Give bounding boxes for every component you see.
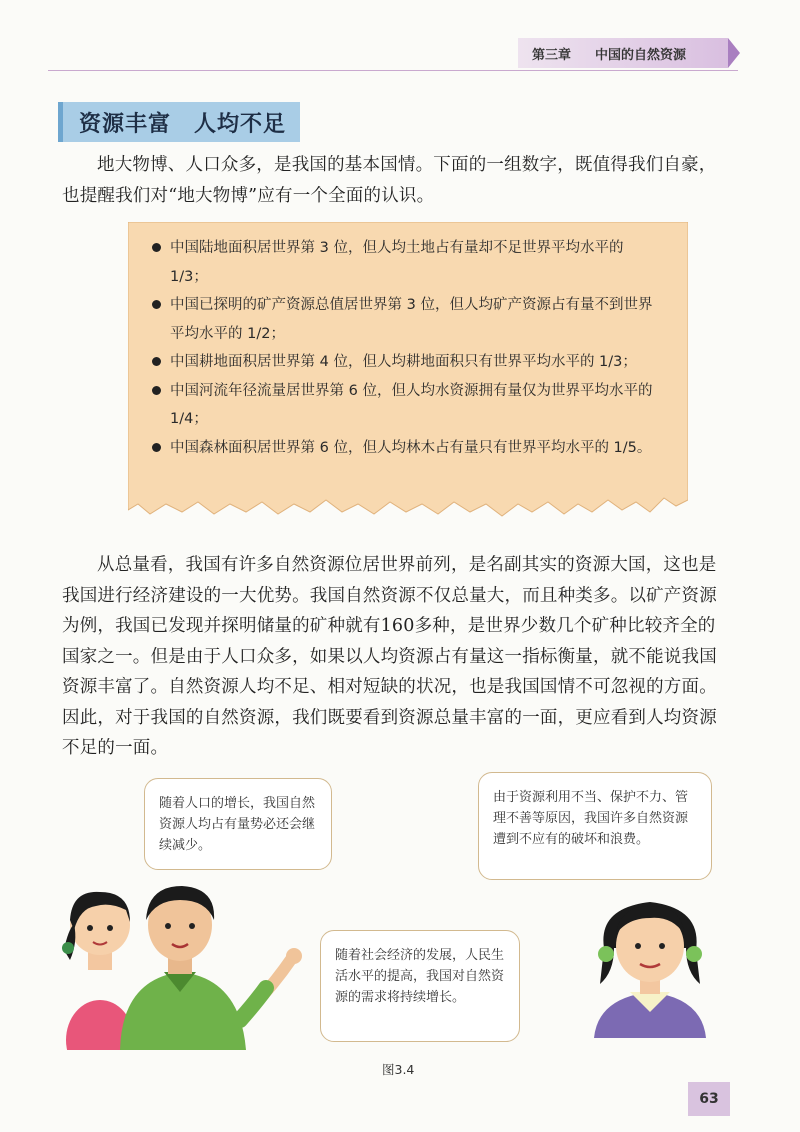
speech-bubble-middle <box>320 930 520 1042</box>
chapter-title: 中国的自然资源 <box>595 47 687 63</box>
figure-caption: 图3.4 <box>382 1062 415 1077</box>
fact-text: 中国陆地面积居世界第 3 位，但人均土地占有量却不足世界平均水平的 1/3； <box>170 240 624 285</box>
chapter-number: 第三章 <box>532 47 572 63</box>
list-item <box>150 291 656 348</box>
fact-text: 中国已探明的矿产资源总值居世界第 3 位，但人均矿产资源占有量不到世界平均水平的 1/2； <box>170 297 653 342</box>
bullet-icon <box>152 357 161 366</box>
section-heading: 资源丰富 人均不足 <box>58 102 300 142</box>
chapter-header <box>518 38 728 68</box>
bubble-text: 由于资源利用不当、保护不力、管理不善等原因，我国许多自然资源遭到不应有的破坏和浪费。 <box>493 790 689 847</box>
chapter-arrow-icon <box>728 38 740 68</box>
speech-bubble-right <box>478 772 712 880</box>
facts-callout <box>128 222 688 520</box>
fact-text: 中国河流年径流量居世界第 6 位，但人均水资源拥有量仅为世界平均水平的 1/4； <box>170 382 653 427</box>
body-paragraph: 从总量看，我国有许多自然资源位居世界前列，是名副其实的资源大国，这也是我国进行经济建设的一大优势。我国自然资源不仅总量大，而且种类多。以矿产资源为例，我国已发现并探明储量的矿种就有160多种，是世界少数几个矿种比较齐全的国家之一。但是由于人口众多，如果以人均资源占有量这一指标衡量，就不能说我国资源丰富了。自然资源人均不足、相对短缺的状况，也是我国国情不可忽视的方面。因此，对于我国的自然资源，我们既要看到资源总量丰富的一面，更应看到人均资源不足的一面。 <box>62 555 717 758</box>
intro-paragraph: 地大物博、人口众多，是我国的基本国情。下面的一组数字，既值得我们自豪，也提醒我们对“地大物博”应有一个全面的认识。 <box>62 155 717 206</box>
bubble-text: 随着人口的增长，我国自然资源人均占有量势必还会继续减少。 <box>159 796 316 853</box>
facts-list <box>150 234 656 462</box>
list-item <box>150 377 656 434</box>
fact-text: 中国森林面积居世界第 6 位，但人均林木占有量只有世界平均水平的 1/5。 <box>170 439 652 456</box>
list-item <box>150 234 656 291</box>
header-rule <box>48 70 738 71</box>
children-illustration <box>60 880 310 1050</box>
bullet-icon <box>152 300 161 309</box>
page-number: 63 <box>688 1082 730 1116</box>
bullet-icon <box>152 386 161 395</box>
list-item <box>150 434 656 463</box>
bullet-icon <box>152 443 161 452</box>
bubble-text: 随着社会经济的发展，人民生活水平的提高，我国对自然资源的需求将持续增长。 <box>335 948 505 1005</box>
boy-figure <box>120 886 302 1050</box>
speech-bubble-left <box>144 778 332 870</box>
girl-illustration <box>590 888 710 1038</box>
list-item <box>150 348 656 377</box>
fact-text: 中国耕地面积居世界第 4 位，但人均耕地面积只有世界平均水平的 1/3； <box>170 354 637 370</box>
bullet-icon <box>152 243 161 252</box>
